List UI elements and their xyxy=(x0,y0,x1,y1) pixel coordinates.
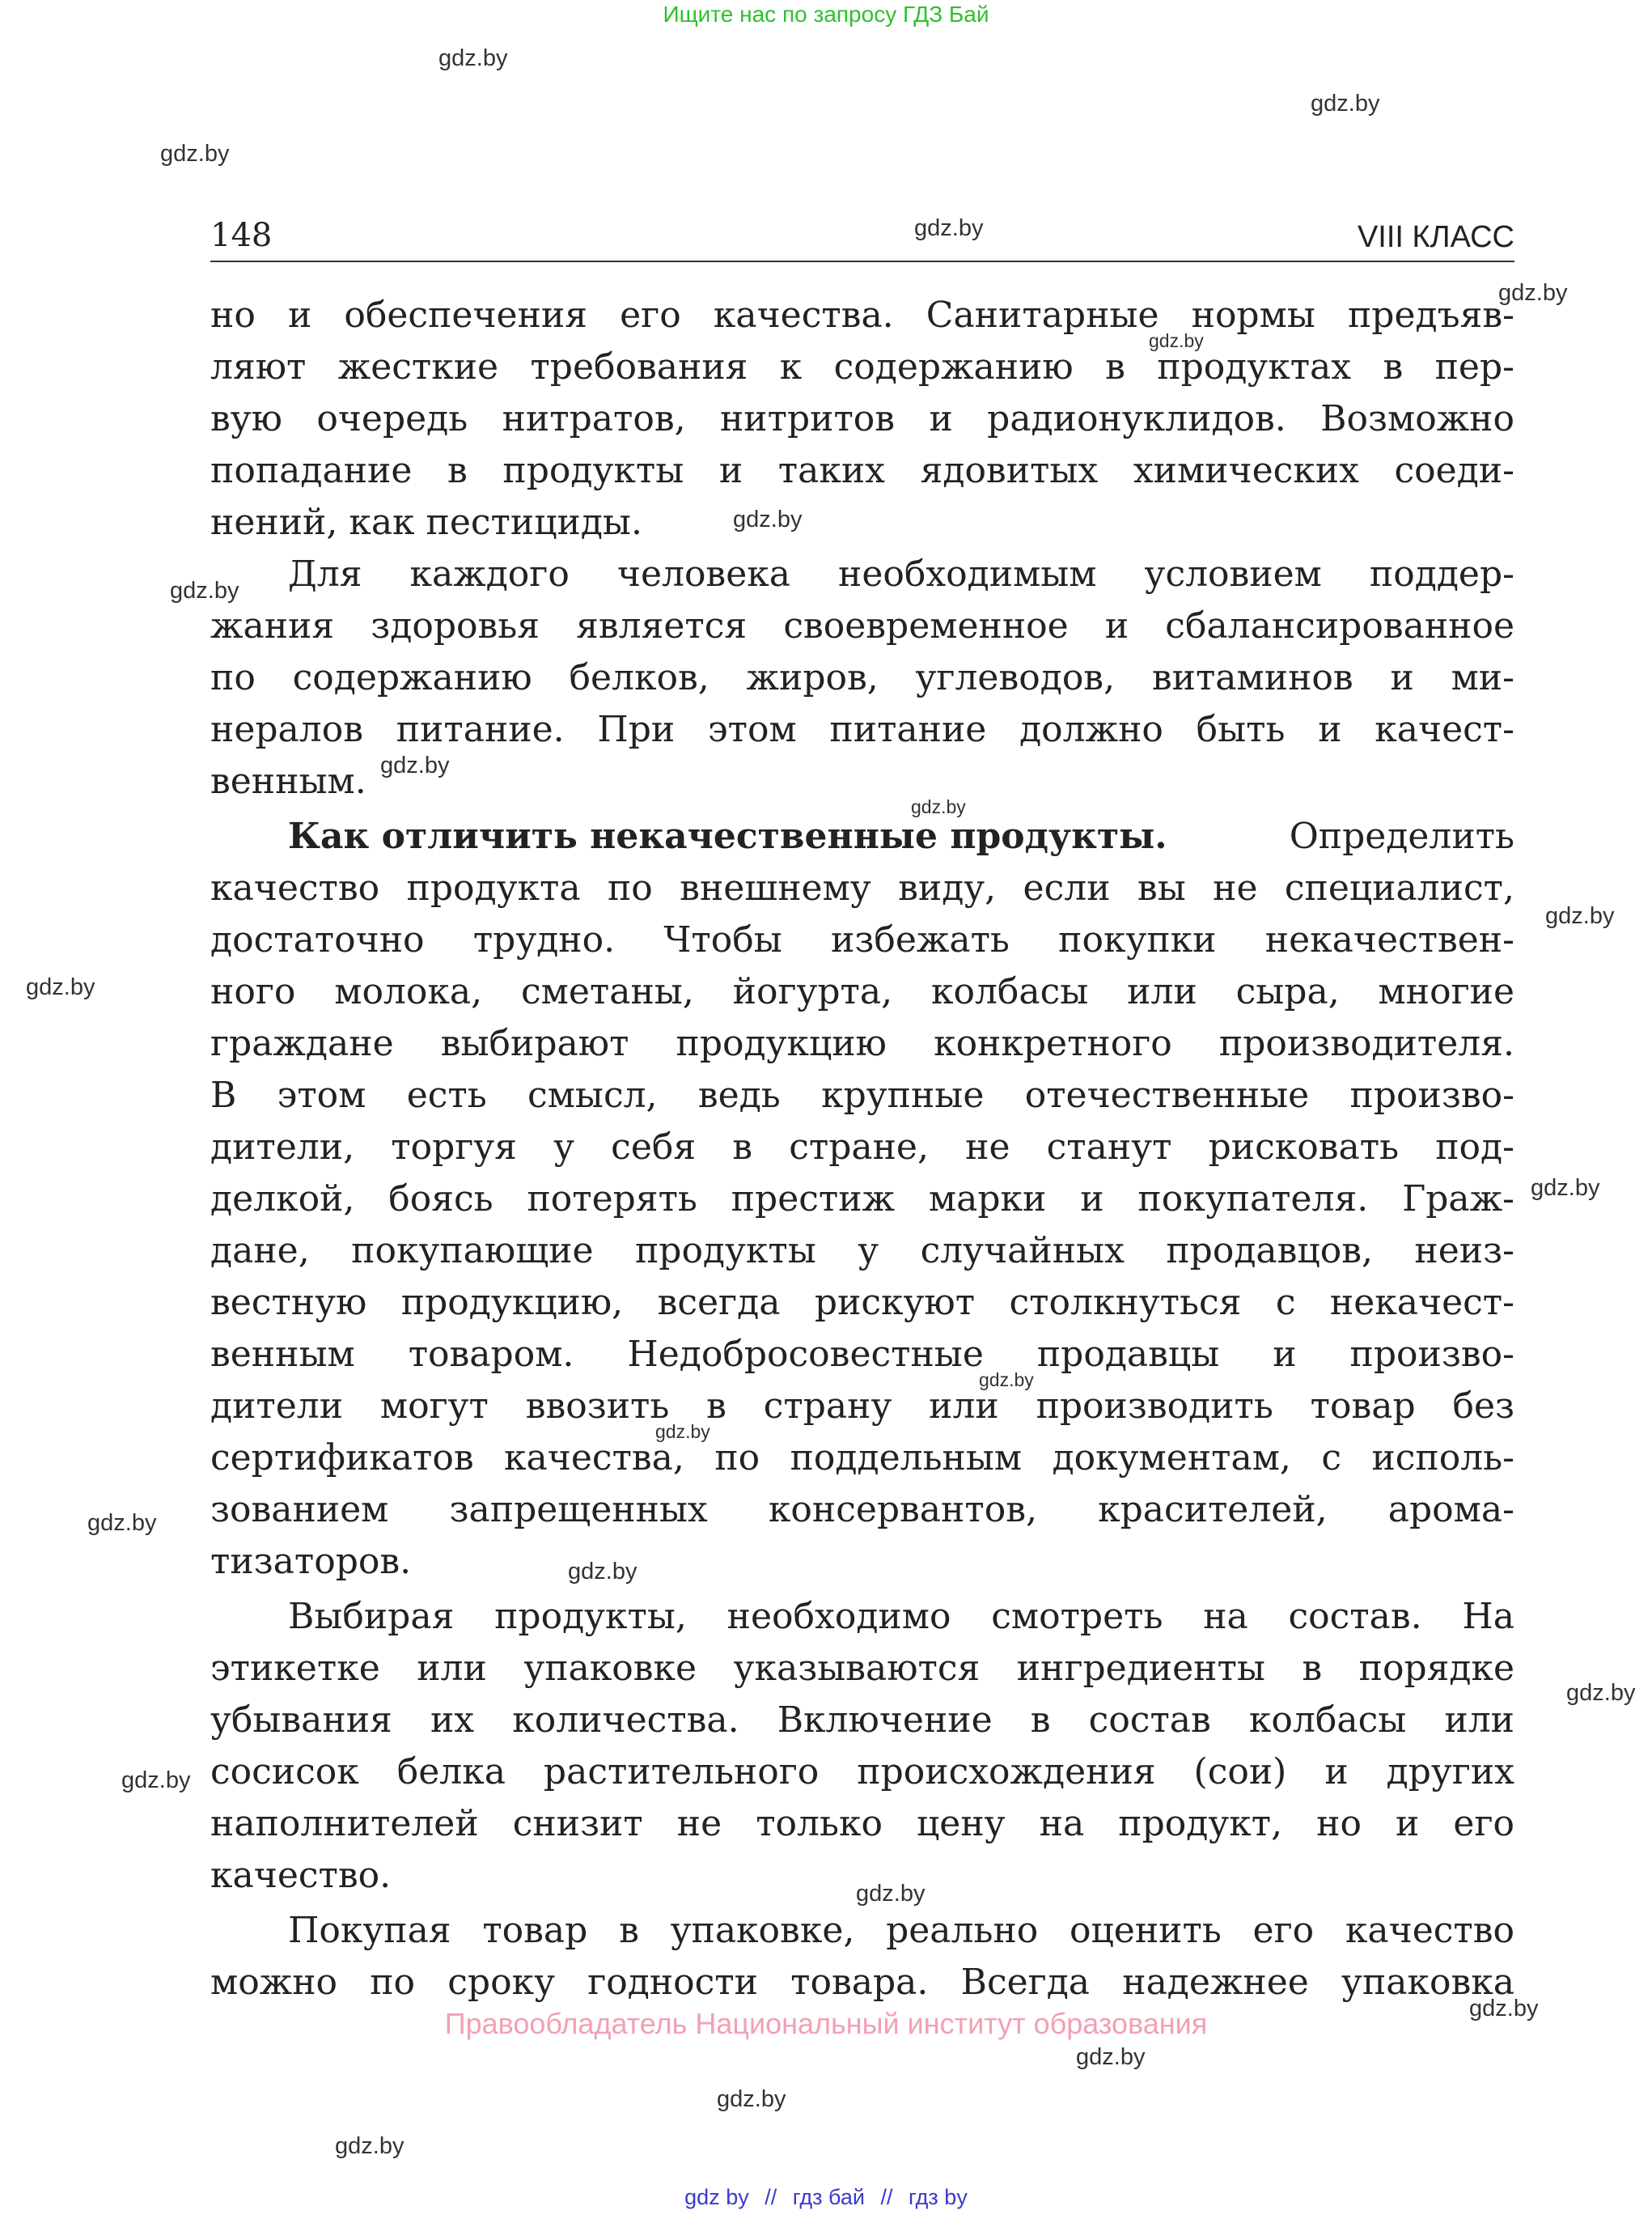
text-line: В этом есть смысл, ведь крупные отечественные произво- xyxy=(210,1075,1514,1116)
watermark: gdz.by xyxy=(160,141,230,167)
footer-link[interactable]: гдз by xyxy=(909,2185,968,2209)
grade-label: VIII КЛАСС xyxy=(1357,220,1514,254)
watermark: gdz.by xyxy=(911,796,966,817)
footer-links xyxy=(0,2185,1652,2210)
watermark: gdz.by xyxy=(914,215,984,241)
top-banner[interactable]: Ищите нас по запросу ГДЗ Бай xyxy=(663,2,989,27)
watermark: gdz.by xyxy=(1545,903,1615,929)
text-line: нений, как пестициды. xyxy=(210,502,642,543)
watermark: gdz.by xyxy=(979,1369,1034,1390)
watermark: gdz.by xyxy=(1469,1996,1539,2021)
separator: // xyxy=(765,2185,777,2209)
watermark: gdz.by xyxy=(717,2086,786,2112)
text-line: зованием запрещенных консервантов, красителей, арома- xyxy=(210,1489,1514,1530)
watermark: gdz.by xyxy=(1311,91,1380,117)
text-line: граждане выбирают продукцию конкретного производителя. xyxy=(210,1023,1514,1064)
text-line: убывания их количества. Включение в состав колбасы или xyxy=(210,1699,1514,1741)
text-line: сосисок белка растительного происхождения (сои) и других xyxy=(210,1751,1514,1792)
text-line: Выбирая продукты, необходимо смотреть на состав. На xyxy=(288,1596,1514,1637)
text-fragment: Определить xyxy=(1289,816,1514,857)
text-line: дители, торгуя у себя в стране, не станут рисковать под- xyxy=(210,1126,1514,1168)
text-line: дители могут ввозить в страну или производить товар без xyxy=(210,1385,1514,1427)
footer-link[interactable]: gdz by xyxy=(684,2185,749,2209)
text-line: ляют жесткие требования к содержанию в продуктах в пер- xyxy=(210,346,1514,388)
watermark: gdz.by xyxy=(121,1767,191,1793)
text-line: по содержанию белков, жиров, углеводов, витаминов и ми- xyxy=(210,657,1514,698)
watermark: gdz.by xyxy=(1498,280,1568,306)
text-line: дане, покупающие продукты у случайных продавцов, неиз- xyxy=(210,1230,1514,1271)
text-line: делкой, боясь потерять престиж марки и покупателя. Граж- xyxy=(210,1178,1514,1220)
watermark: gdz.by xyxy=(87,1510,157,1536)
text-line: ного молока, сметаны, йогурта, колбасы или сыра, многие xyxy=(210,971,1514,1012)
watermark: gdz.by xyxy=(438,45,508,71)
text-line: вую очередь нитратов, нитритов и радионуклидов. Возможно xyxy=(210,398,1514,439)
text-line: попадание в продукты и таких ядовитых химических соеди- xyxy=(210,450,1514,491)
page-number: 148 xyxy=(210,217,273,254)
watermark: gdz.by xyxy=(568,1559,638,1585)
text-line: но и обеспечения его качества. Санитарные нормы предъяв- xyxy=(210,295,1514,336)
watermark: gdz.by xyxy=(655,1421,710,1442)
text-line: достаточно трудно. Чтобы избежать покупки некачествен- xyxy=(210,919,1514,961)
text-line: качество продукта по внешнему виду, если вы не специалист, xyxy=(210,868,1514,909)
watermark: gdz.by xyxy=(856,1881,926,1907)
text-line: тизаторов. xyxy=(210,1541,412,1582)
watermark: gdz.by xyxy=(170,578,239,604)
page-header xyxy=(210,212,1514,262)
watermark: gdz.by xyxy=(335,2133,405,2159)
text-line: можно по сроку годности товара. Всегда надежнее упаковка xyxy=(210,1962,1514,2003)
footer-link[interactable]: гдз бай xyxy=(792,2185,865,2209)
watermark: gdz.by xyxy=(1566,1680,1636,1706)
text-line: наполнителей снизит не только цену на продукт, но и его xyxy=(210,1803,1514,1844)
separator: // xyxy=(880,2185,893,2209)
watermark: gdz.by xyxy=(1076,2044,1146,2070)
section-heading: Как отличить некачественные продукты. xyxy=(288,816,1167,857)
watermark: gdz.by xyxy=(733,507,803,532)
text-line: венным товаром. Недобросовестные продавцы и произво- xyxy=(210,1334,1514,1375)
text-line: вестную продукцию, всегда рискуют столкнуться с некачест- xyxy=(210,1282,1514,1323)
text-line: нералов питание. При этом питание должно быть и качест- xyxy=(210,709,1514,750)
watermark: gdz.by xyxy=(26,974,95,1000)
text-line: качество. xyxy=(210,1855,392,1896)
text-line: сертификатов качества, по поддельным документам, с исполь- xyxy=(210,1437,1514,1478)
watermark: gdz.by xyxy=(1531,1175,1600,1201)
text-line: этикетке или упаковке указываются ингредиенты в порядке xyxy=(210,1648,1514,1689)
text-line: жания здоровья является своевременное и сбалансированное xyxy=(210,605,1514,647)
text-line: Покупая товар в упаковке, реально оценить его качество xyxy=(288,1910,1514,1951)
watermark: gdz.by xyxy=(1149,330,1204,351)
section-heading-line xyxy=(288,811,1514,863)
watermark: gdz.by xyxy=(380,753,450,778)
text-line: венным. xyxy=(210,761,366,802)
text-line: Для каждого человека необходимым условием поддер- xyxy=(288,554,1514,595)
copyright-notice: Правообладатель Национальный институт образования xyxy=(444,2007,1208,2040)
